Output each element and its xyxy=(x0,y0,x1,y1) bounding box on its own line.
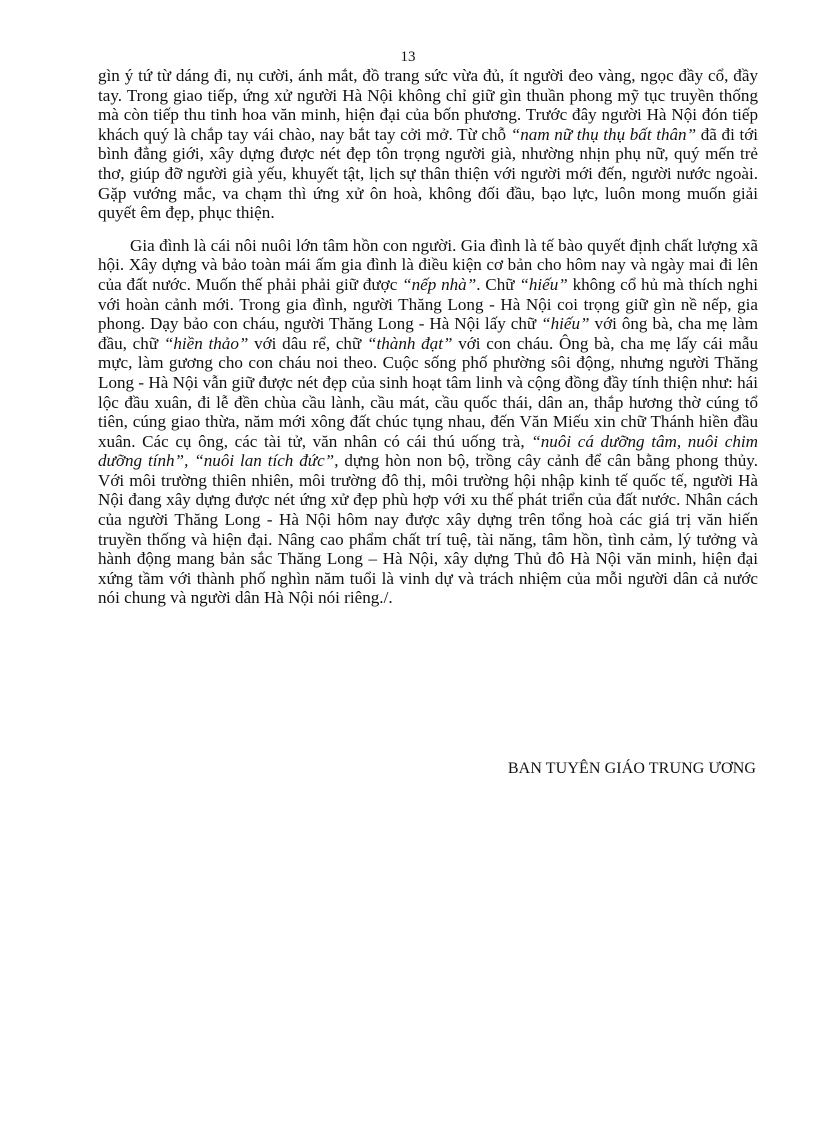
text-run: với ông bà, cha mẹ làm đầu, chữ xyxy=(98,314,758,353)
paragraph-2 xyxy=(98,236,758,608)
text-run: , dựng hòn non bộ, trồng cây cảnh để cân bằng phong thủy. Với môi trường thiên nhiên, môi trường đô thị, môi trường hội nhập kinh tế quốc tế, người Hà Nội đang xây dựng được nét ứng xử đẹp phù hợp với xu thế phát triển của đất nước. Nhân cách của người Thăng Long - Hà Nội hôm nay được xây dựng trên tổng hoà các giá trị văn hiến truyền thống và hiện đại. Nâng cao phẩm chất trí tuệ, tài năng, tâm hồn, tình cảm, lý tưởng và hành động mang bản sắc Thăng Long – Hà Nội, xây dựng Thủ đô Hà Nội văn minh, hiện đại xứng tầm với thành phố nghìn năm tuổi là vinh dự và trách nhiệm của mỗi người dân cả nước nói chung và người dân Hà Nội nói riêng./. xyxy=(98,451,758,608)
text-run: với dâu rể, chữ xyxy=(248,333,367,353)
signature-line: BAN TUYÊN GIÁO TRUNG ƯƠNG xyxy=(507,760,756,777)
italic-phrase: “hiền thảo” xyxy=(163,333,249,353)
italic-phrase: “nuôi cá dưỡng tâm, nuôi chim dưỡng tính”, “nuôi lan tích đức” xyxy=(98,431,758,471)
text-run: với con cháu. Ông bà, cha mẹ lấy cái mẫu mực, làm gương cho con cháu noi theo. Cuộc sống phố phường sôi động, nhưng người Thăng Long - Hà Nội vẫn giữ được nét đẹp của sinh hoạt tâm linh và cộng đồng đầy tính thiện như: hái lộc đầu xuân, đi lễ đền chùa cầu lành, cầu mát, cầu quốc thái, dân an, thắp hương thờ cúng tổ tiên, cúng giao thừa, năm mới xông đất chúc tụng nhau, đến Văn Miếu xin chữ Thánh hiền đầu xuân. Các cụ ông, các tài tử, văn nhân có cái thú uống trà, xyxy=(98,333,758,451)
italic-phrase: “hiếu” xyxy=(541,314,590,334)
text-run: Gia đình là cái nôi nuôi lớn tâm hồn con người. Gia đình là tế bào quyết định chất lượng xã hội. Xây dựng và bảo toàn mái ấm gia đình là điều kiện cơ bản cho hôm nay và ngày mai đi lên của đất nước. Muốn thế phải phải giữ được xyxy=(98,235,758,294)
italic-phrase: “hiếu” xyxy=(519,274,568,294)
italic-phrase: “thành đạt” xyxy=(366,333,453,353)
italic-phrase: “nam nữ thụ thụ bất thân” xyxy=(510,124,697,144)
text-run: . Chữ xyxy=(476,274,520,294)
italic-phrase: “nếp nhà” xyxy=(402,274,477,294)
text-run: đã đi tới bình đẳng giới, xây dựng được nét đẹp tôn trọng người già, nhường nhịn phụ nữ, quý mến trẻ thơ, giúp đỡ người già yếu, khuyết tật, lịch sự thân thiện với người mới đến, người nước ngoài. Gặp vướng mắc, va chạm thì ứng xử ôn hoà, không đối đầu, bạo lực, luôn mong muốn giải quyết êm đẹp, phục thiện. xyxy=(98,124,758,223)
page-number: 13 xyxy=(400,49,416,65)
paragraph-1 xyxy=(98,66,758,223)
text-run: không cổ hủ mà thích nghi với hoàn cảnh mới. Trong gia đình, người Thăng Long - Hà Nội coi trọng giữ gìn nề nếp, gia phong. Dạy bảo con cháu, người Thăng Long - Hà Nội lấy chữ xyxy=(98,274,758,334)
text-run: gìn ý tứ từ dáng đi, nụ cười, ánh mắt, đồ trang sức vừa đủ, ít người đeo vàng, ngọc đầy cổ, đầy tay. Trong giao tiếp, ứng xử người Hà Nội không chỉ giữ gìn thuần phong mỹ tục truyền thống mà còn tiếp thu tinh hoa văn minh, hiện đại của bốn phương. Trước đây người Hà Nội đón tiếp khách quý là chắp tay vái chào, nay bắt tay cởi mở. Từ chỗ xyxy=(98,66,758,144)
body-text xyxy=(98,66,758,608)
